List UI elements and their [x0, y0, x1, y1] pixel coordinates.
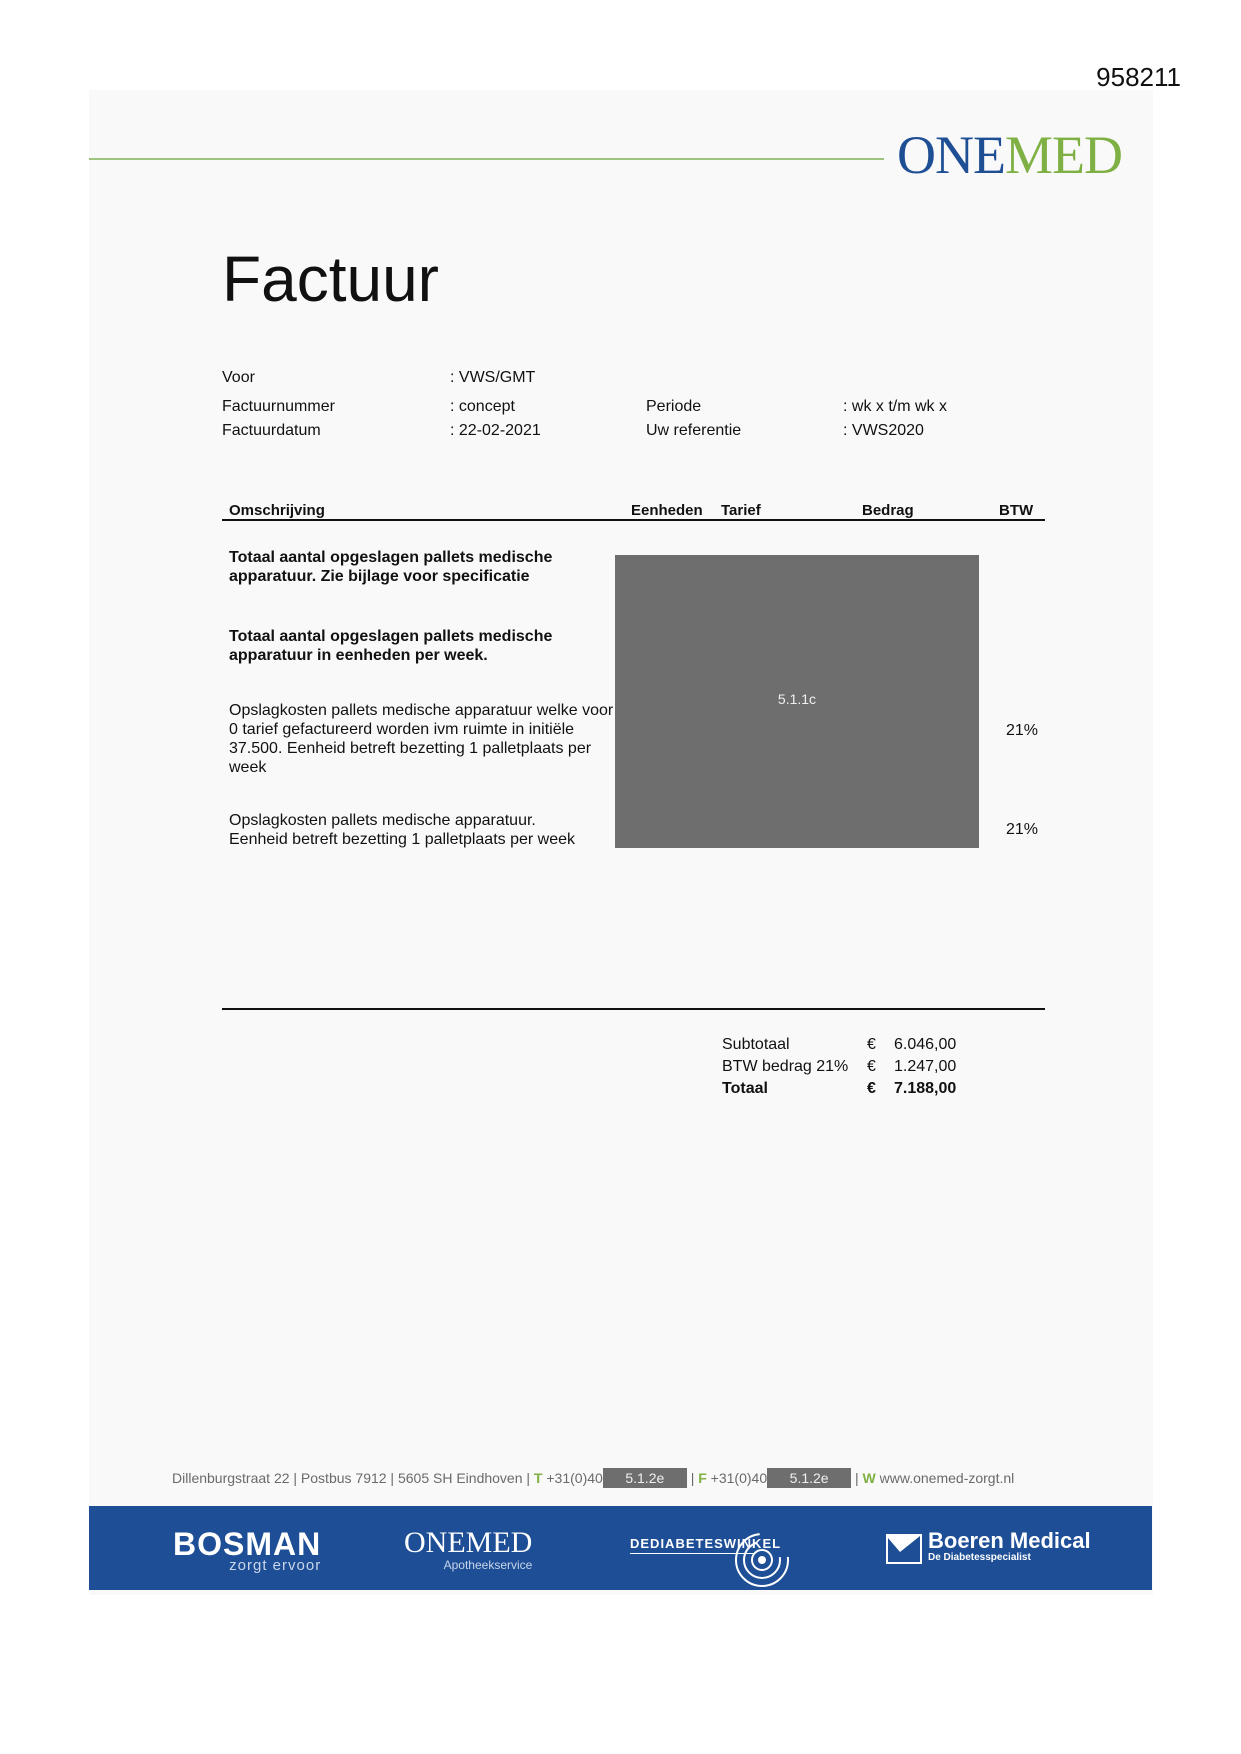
logo-part-one: ONE	[897, 125, 1005, 185]
periode-value: : wk x t/m wk x	[843, 398, 947, 415]
bosman-tagline: zorgt ervoor	[229, 1557, 322, 1574]
onemed-name: ONEMED	[404, 1526, 533, 1559]
factuurdatum-value: : 22-02-2021	[450, 422, 541, 439]
row-description-line: Eenheid betreft bezetting 1 palletplaats per week	[229, 831, 576, 848]
onemed-logo	[897, 125, 1122, 185]
boeren-tagline: De Diabetesspecialist	[928, 1552, 1031, 1563]
factuurdatum-label: Factuurdatum	[222, 422, 321, 439]
btw-bedrag-value: 1.247,00	[894, 1058, 957, 1075]
boeren-medical-logo	[928, 1530, 1091, 1563]
phone-redaction: 5.1.2e	[603, 1468, 687, 1488]
phone-label: T	[533, 1470, 543, 1486]
periode-label: Periode	[646, 398, 702, 415]
row-description-line: 0 tarief gefactureerd worden ivm ruimte in initiële	[229, 721, 575, 738]
fax-redaction: 5.1.2e	[767, 1468, 851, 1488]
btw-bedrag-label: BTW bedrag 21%	[722, 1058, 849, 1075]
page-title: Factuur	[222, 243, 439, 315]
web-label: W	[862, 1470, 876, 1486]
footer-address	[172, 1468, 1014, 1488]
subtotaal-currency: €	[867, 1036, 876, 1053]
factuurnummer-label: Factuurnummer	[222, 398, 335, 415]
col-header-btw: BTW	[999, 502, 1034, 519]
footer-separator: |	[851, 1470, 863, 1486]
subtotaal-value: 6.046,00	[894, 1036, 957, 1053]
boeren-name: Boeren Medical	[928, 1528, 1091, 1553]
totaal-currency: €	[867, 1080, 876, 1097]
row-btw: 21%	[1006, 821, 1039, 838]
table-header-rule	[222, 519, 1045, 521]
row-btw: 21%	[1006, 722, 1039, 739]
col-header-eenheden: Eenheden	[631, 502, 703, 519]
diabeteswinkel-swirl-icon	[732, 1530, 792, 1590]
table-bottom-rule	[222, 1008, 1045, 1010]
col-header-tarief: Tarief	[721, 502, 761, 519]
table-row	[229, 627, 552, 665]
btw-bedrag-currency: €	[867, 1058, 876, 1075]
diabeteswinkel-name: DEDIABETESWINKEL	[630, 1536, 782, 1551]
table-row	[229, 701, 613, 777]
table-row	[229, 548, 552, 586]
referentie-label: Uw referentie	[646, 422, 742, 439]
row-description-line: 37.500. Eenheid betreft bezetting 1 palletplaats per	[229, 740, 592, 757]
redaction-label: 5.1.1c	[777, 691, 817, 707]
factuurnummer-value: : concept	[450, 398, 515, 415]
header-rule	[89, 158, 884, 160]
voor-value: : VWS/GMT	[450, 369, 536, 386]
fax-label: F	[698, 1470, 707, 1486]
onemed-apotheek-logo	[404, 1528, 532, 1572]
totaal-value: 7.188,00	[894, 1080, 957, 1097]
row-description-line: apparatuur. Zie bijlage voor specificatie	[229, 568, 530, 585]
bosman-name: BOSMAN	[173, 1526, 322, 1562]
address-text: Dillenburgstraat 22 | Postbus 7912 | 5605 SH Eindhoven |	[172, 1470, 534, 1486]
row-description-line: Totaal aantal opgeslagen pallets medische	[229, 549, 553, 566]
logo-part-med: MED	[1004, 125, 1122, 185]
fax-prefix: +31(0)40	[706, 1470, 768, 1486]
website-link[interactable]: www.onemed-zorgt.nl	[875, 1470, 1015, 1486]
onemed-tagline: Apotheekservice	[443, 1558, 533, 1572]
document-id: 958211	[1096, 62, 1181, 92]
row-description-line: Opslagkosten pallets medische apparatuur.	[229, 812, 536, 829]
totaal-label: Totaal	[722, 1080, 768, 1097]
row-description-line: apparatuur in eenheden per week.	[229, 647, 488, 664]
row-description-line: Opslagkosten pallets medische apparatuur welke voor	[229, 702, 614, 719]
row-description-line: Totaal aantal opgeslagen pallets medische	[229, 628, 553, 645]
referentie-value: : VWS2020	[843, 422, 924, 439]
voor-label: Voor	[222, 369, 255, 386]
footer-separator: |	[686, 1470, 699, 1486]
bosman-logo	[173, 1528, 321, 1574]
col-header-omschrijving: Omschrijving	[229, 502, 325, 519]
boeren-medical-icon	[886, 1534, 922, 1564]
row-description-line: week	[229, 759, 267, 776]
col-header-bedrag: Bedrag	[862, 502, 914, 519]
subtotaal-label: Subtotaal	[722, 1036, 790, 1053]
phone-prefix: +31(0)40	[542, 1470, 603, 1486]
table-row	[229, 811, 575, 849]
